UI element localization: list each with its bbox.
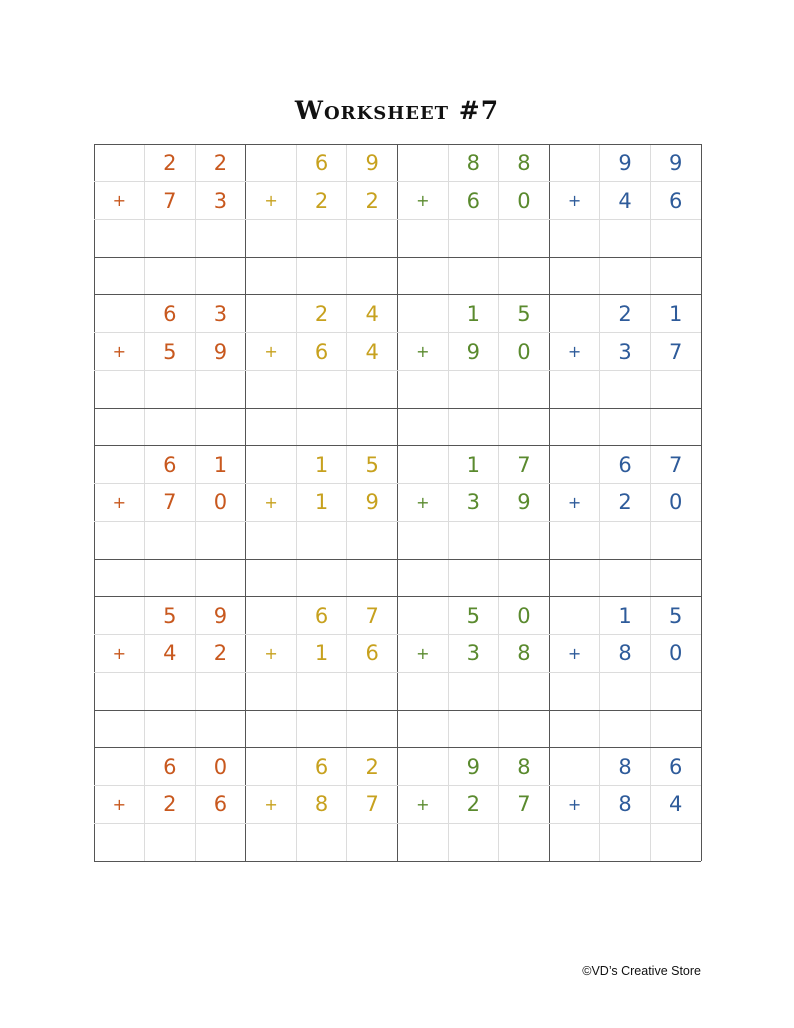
- worksheet-title: Worksheet #7: [294, 96, 500, 125]
- top-tens-digit: 6: [618, 452, 632, 477]
- bottom-tens-digit: 1: [314, 490, 329, 515]
- plus-sign: +: [112, 643, 126, 663]
- bottom-tens-digit: 3: [466, 641, 481, 666]
- top-tens-digit: 5: [466, 603, 481, 628]
- bottom-ones-digit: 0: [669, 641, 683, 666]
- plus-sign: +: [112, 191, 126, 211]
- plus-sign: +: [264, 492, 278, 512]
- top-ones-digit: 5: [669, 603, 683, 628]
- top-tens-digit: 2: [618, 301, 632, 326]
- bottom-ones-digit: 2: [365, 188, 379, 213]
- copyright-footer: ©VD’s Creative Store: [582, 964, 701, 978]
- plus-sign: +: [416, 794, 430, 814]
- plus-sign: +: [567, 643, 582, 663]
- bottom-tens-digit: 8: [618, 792, 632, 817]
- bottom-tens-digit: 4: [163, 641, 177, 666]
- grid-line-horizontal: [94, 710, 701, 711]
- bottom-ones-digit: 4: [365, 339, 379, 364]
- top-ones-digit: 2: [213, 150, 228, 175]
- plus-sign: +: [567, 191, 582, 211]
- plus-sign: +: [416, 191, 430, 211]
- plus-sign: +: [567, 342, 582, 362]
- plus-sign: +: [567, 794, 582, 814]
- bottom-tens-digit: 6: [314, 339, 329, 364]
- top-ones-digit: 0: [517, 603, 531, 628]
- top-tens-digit: 6: [314, 150, 329, 175]
- bottom-tens-digit: 8: [314, 792, 329, 817]
- bottom-ones-digit: 7: [669, 339, 683, 364]
- bottom-tens-digit: 7: [163, 490, 177, 515]
- top-tens-digit: 9: [466, 754, 481, 779]
- plus-sign: +: [264, 643, 278, 663]
- top-ones-digit: 7: [365, 603, 379, 628]
- addition-grid: [94, 144, 701, 861]
- bottom-tens-digit: 9: [466, 339, 481, 364]
- top-ones-digit: 2: [365, 754, 379, 779]
- bottom-tens-digit: 4: [618, 188, 632, 213]
- top-tens-digit: 6: [163, 301, 177, 326]
- top-ones-digit: 1: [213, 452, 228, 477]
- top-ones-digit: 9: [365, 150, 379, 175]
- plus-sign: +: [264, 794, 278, 814]
- bottom-tens-digit: 8: [618, 641, 632, 666]
- bottom-ones-digit: 4: [669, 792, 683, 817]
- bottom-ones-digit: 0: [669, 490, 683, 515]
- bottom-tens-digit: 2: [618, 490, 632, 515]
- grid-line-horizontal: [94, 408, 701, 409]
- bottom-tens-digit: 2: [466, 792, 481, 817]
- top-ones-digit: 4: [365, 301, 379, 326]
- plus-sign: +: [416, 342, 430, 362]
- top-tens-digit: 6: [163, 754, 177, 779]
- bottom-ones-digit: 6: [365, 641, 379, 666]
- top-tens-digit: 1: [466, 452, 481, 477]
- grid-line-horizontal: [94, 257, 701, 258]
- top-tens-digit: 8: [466, 150, 481, 175]
- top-ones-digit: 8: [517, 150, 531, 175]
- top-ones-digit: 6: [669, 754, 683, 779]
- bottom-ones-digit: 9: [213, 339, 228, 364]
- plus-sign: +: [264, 191, 278, 211]
- bottom-ones-digit: 0: [517, 188, 531, 213]
- top-tens-digit: 6: [163, 452, 177, 477]
- bottom-tens-digit: 7: [163, 188, 177, 213]
- top-ones-digit: 5: [517, 301, 531, 326]
- grid-line-horizontal: [94, 861, 701, 862]
- bottom-ones-digit: 8: [517, 641, 531, 666]
- top-ones-digit: 8: [517, 754, 531, 779]
- bottom-ones-digit: 9: [365, 490, 379, 515]
- plus-sign: +: [264, 342, 278, 362]
- plus-sign: +: [567, 492, 582, 512]
- top-tens-digit: 6: [314, 603, 329, 628]
- top-tens-digit: 1: [466, 301, 481, 326]
- plus-sign: +: [112, 342, 126, 362]
- bottom-ones-digit: 0: [517, 339, 531, 364]
- top-ones-digit: 1: [669, 301, 683, 326]
- top-tens-digit: 1: [618, 603, 632, 628]
- bottom-ones-digit: 6: [669, 188, 683, 213]
- plus-sign: +: [416, 643, 430, 663]
- bottom-tens-digit: 1: [314, 641, 329, 666]
- top-ones-digit: 7: [517, 452, 531, 477]
- plus-sign: +: [112, 794, 126, 814]
- top-tens-digit: 1: [314, 452, 329, 477]
- bottom-ones-digit: 3: [213, 188, 228, 213]
- top-tens-digit: 8: [618, 754, 632, 779]
- bottom-ones-digit: 6: [213, 792, 228, 817]
- top-ones-digit: 5: [365, 452, 379, 477]
- grid-line-horizontal: [94, 559, 701, 560]
- top-tens-digit: 6: [314, 754, 329, 779]
- bottom-ones-digit: 9: [517, 490, 531, 515]
- plus-sign: +: [112, 492, 126, 512]
- top-tens-digit: 2: [163, 150, 177, 175]
- bottom-tens-digit: 3: [618, 339, 632, 364]
- top-tens-digit: 2: [314, 301, 329, 326]
- bottom-ones-digit: 7: [517, 792, 531, 817]
- bottom-tens-digit: 6: [466, 188, 481, 213]
- top-ones-digit: 0: [213, 754, 228, 779]
- bottom-ones-digit: 7: [365, 792, 379, 817]
- bottom-ones-digit: 0: [213, 490, 228, 515]
- top-tens-digit: 5: [163, 603, 177, 628]
- bottom-ones-digit: 2: [213, 641, 228, 666]
- top-ones-digit: 9: [669, 150, 683, 175]
- bottom-tens-digit: 5: [163, 339, 177, 364]
- bottom-tens-digit: 2: [163, 792, 177, 817]
- bottom-tens-digit: 2: [314, 188, 329, 213]
- bottom-tens-digit: 3: [466, 490, 481, 515]
- top-ones-digit: 3: [213, 301, 228, 326]
- top-ones-digit: 7: [669, 452, 683, 477]
- top-ones-digit: 9: [213, 603, 228, 628]
- top-tens-digit: 9: [618, 150, 632, 175]
- plus-sign: +: [416, 492, 430, 512]
